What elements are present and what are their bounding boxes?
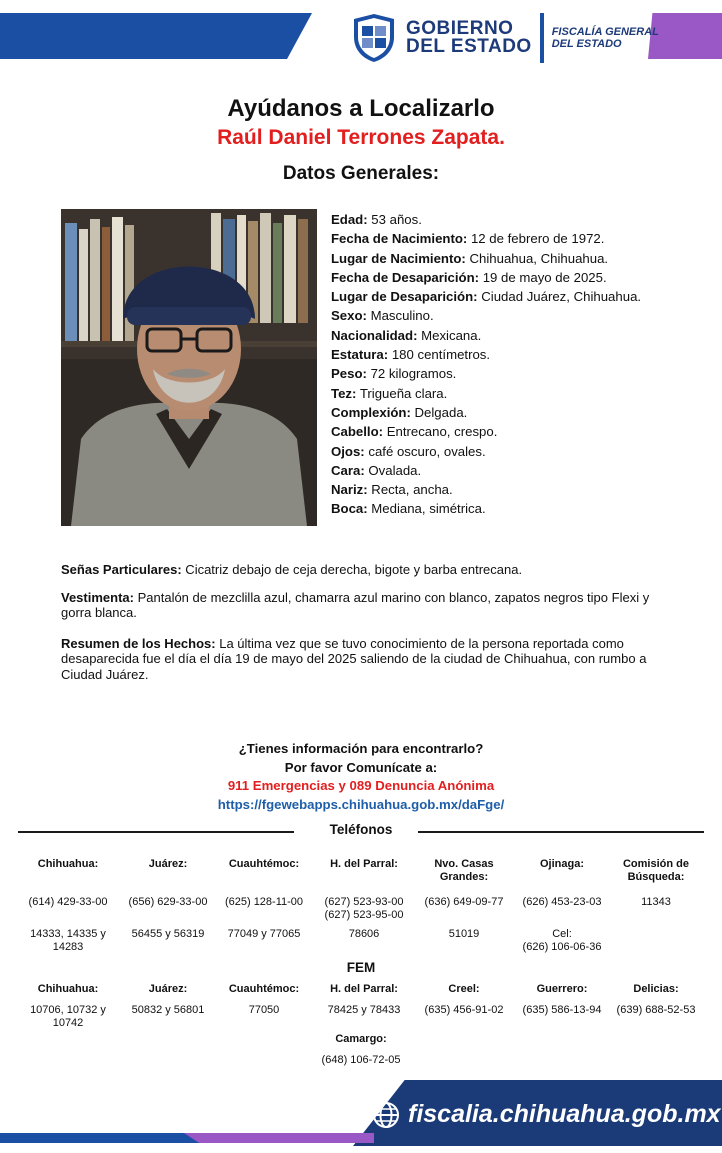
fem-header-cell: Creel: (448, 983, 480, 995)
senas-particulares: Señas Particulares: Cicatriz debajo de ceja derecha, bigote y barba entrecana. (61, 562, 523, 577)
government-logo (352, 13, 659, 63)
detail-nacionalidad: Nacionalidad: Mexicana. (331, 327, 482, 343)
coat-of-arms-icon (352, 13, 396, 63)
footer-website[interactable]: fiscalia.chihuahua.gob.mx (372, 1100, 721, 1129)
detail-lugar-desaparicion: Lugar de Desaparición: Ciudad Juárez, Chihuahua. (331, 289, 642, 305)
phone-value-cell: (636) 649-09-77 (424, 896, 504, 908)
camargo-label: Camargo: (335, 1033, 387, 1045)
phone-value-cell: 77049 y 77065 (227, 928, 301, 940)
detail-edad: Edad: 53 años. (331, 212, 422, 227)
fem-header-cell: Chihuahua: (37, 983, 99, 995)
fiscalia-wordmark: FISCALÍA GENERAL DEL ESTADO (551, 26, 659, 50)
fem-value-cell: (639) 688-52-53 (616, 1004, 696, 1016)
contact-question: ¿Tienes información para encontrarlo? (238, 741, 484, 756)
detail-tez: Tez: Trigueña clara. (331, 385, 448, 401)
fem-header-cell: Cuauhtémoc: (228, 983, 300, 995)
telefonos-header (0, 822, 722, 842)
section-title: Datos Generales: (282, 163, 440, 184)
phone-value-cell: (656) 629-33-00 (128, 896, 208, 908)
detail-sexo: Sexo: Masculino. (331, 308, 434, 324)
fem-header-cell: Delicias: (633, 983, 679, 995)
detail-lugar-nacimiento: Lugar de Nacimiento: Chihuahua, Chihuahua. (331, 250, 609, 266)
phone-header-cell: H. del Parral: (330, 858, 398, 870)
general-details (331, 210, 661, 519)
logo-divider (540, 13, 544, 63)
phone-value-cell: (625) 128-11-00 (224, 896, 304, 908)
fem-value-cell: (635) 586-13-94 (522, 1004, 602, 1016)
detail-estatura: Estatura: 180 centímetros. (331, 347, 491, 363)
phone-header-cell: Chihuahua: (37, 858, 99, 870)
detail-fecha-desaparicion: Fecha de Desaparición: 19 de mayo de 2025. (331, 269, 607, 285)
gobierno-wordmark: GOBIERNO DEL ESTADO (406, 18, 532, 57)
phone-value-cell: 78606 (348, 928, 380, 940)
header-band-blue (0, 13, 312, 59)
fem-header-cell: Guerrero: (536, 983, 588, 995)
phone-header-cell: Ojinaga: (539, 858, 584, 870)
detail-ojos: Ojos: café oscuro, ovales. (331, 443, 486, 459)
poster-title: Ayúdanos a Localizarlo (227, 95, 495, 122)
footer-bar-blue (0, 1133, 200, 1143)
detail-boca: Boca: Mediana, simétrica. (331, 501, 486, 517)
contact-block (0, 740, 722, 814)
phone-header-cell: Cuauhtémoc: (228, 858, 300, 870)
phone-value-cell: (627) 523-93-00 (627) 523-95-00 (324, 896, 404, 921)
phone-header-cell: Juárez: (148, 858, 188, 870)
resumen-hechos: Resumen de los Hechos: La última vez que se tuvo conocimiento de la persona reportada como desaparecida fue el día el día 19 de mayo del 2025 saliendo de la ciudad de Chihuahua, con rumbo a Ciudad Juárez. (61, 636, 647, 682)
header-band-purple (648, 13, 722, 59)
detail-nariz: Nariz: Recta, ancha. (331, 482, 453, 498)
phone-value-cell: 14333, 14335 y 14283 (30, 928, 106, 953)
detail-peso: Peso: 72 kilogramos. (331, 366, 457, 382)
camargo-value: (648) 106-72-05 (321, 1054, 401, 1066)
phone-value-cell: 51019 (448, 928, 480, 940)
fem-header-cell: H. del Parral: (330, 983, 398, 995)
detail-cara: Cara: Ovalada. (331, 462, 422, 478)
fem-value-cell: (635) 456-91-02 (424, 1004, 504, 1016)
fem-value-cell: 10706, 10732 y 10742 (30, 1004, 106, 1029)
phone-value-cell: 11343 (641, 896, 671, 908)
emergency-numbers: 911 Emergencias y 089 Denuncia Anónima (227, 778, 495, 793)
telefonos-rule-left (18, 831, 294, 833)
phone-header-cell: Comisión de Búsqueda: (622, 858, 689, 883)
vestimenta: Vestimenta: Pantalón de mezclilla azul, chamarra azul marino con blanco, zapatos negros tipo Flexi y gorra blanca. (61, 590, 650, 621)
person-photo (61, 209, 317, 526)
contact-please: Por favor Comunícate a: (284, 759, 438, 775)
detail-fecha-nacimiento: Fecha de Nacimiento: 12 de febrero de 1972. (331, 231, 605, 247)
person-name: Raúl Daniel Terrones Zapata. (217, 126, 505, 149)
telefonos-title: Teléfonos (329, 822, 393, 837)
report-url-link[interactable]: https://fgewebapps.chihuahua.gob.mx/daFge/ (217, 796, 505, 812)
phone-value-cell: (614) 429-33-00 (28, 896, 108, 908)
globe-icon (372, 1101, 400, 1129)
phone-header-cell: Nvo. Casas Grandes: (434, 858, 494, 883)
fem-header-cell: Juárez: (148, 983, 188, 995)
detail-cabello: Cabello: Entrecano, crespo. (331, 424, 498, 440)
phone-value-cell: 56455 y 56319 (131, 928, 205, 940)
fem-value-cell: 50832 y 56801 (131, 1004, 205, 1016)
fem-value-cell: 78425 y 78433 (327, 1004, 401, 1016)
detail-complexion: Complexión: Delgada. (331, 404, 468, 420)
fem-title: FEM (346, 960, 376, 975)
fem-value-cell: 77050 (248, 1004, 280, 1016)
phone-value-cell: (626) 453-23-03 (522, 896, 602, 908)
phone-value-cell: Cel: (626) 106-06-36 (522, 928, 602, 953)
telefonos-rule-right (418, 831, 704, 833)
footer-bar-purple (184, 1133, 374, 1143)
